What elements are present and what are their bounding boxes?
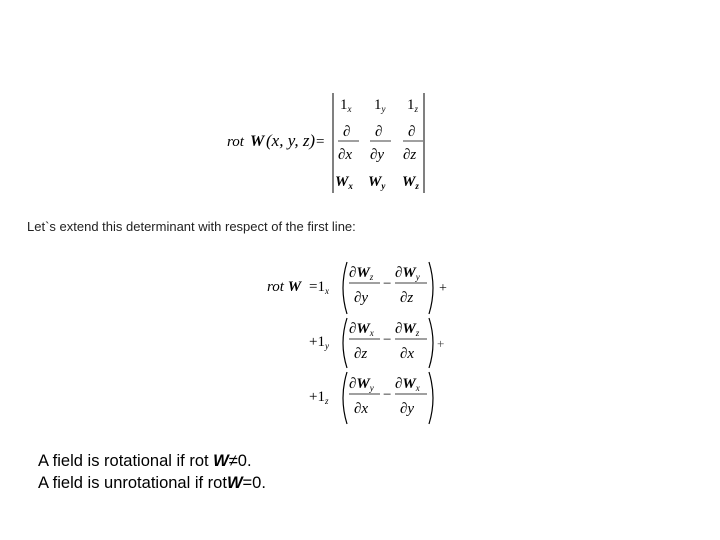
term1-left-paren [343,262,347,314]
term3-right-paren [429,372,433,424]
term3-num1: $\partial W_y$ [349,376,374,393]
det-partial-y-den: ∂y [370,147,385,163]
term3-den1: ∂x [354,401,369,417]
term1-num2: $\partial W_y$ [395,265,420,282]
conclusion-line2-prefix: A field is unrotational if rot [38,474,227,492]
conclusion-line1-suffix: ≠0. [228,452,252,470]
term2-num1: $\partial W_x$ [349,321,374,338]
term2-tail: + [437,336,445,351]
term1-den1: ∂y [354,290,369,306]
det-partial-x-den: ∂x [338,147,353,163]
conclusion-line2-suffix: =0. [242,474,266,492]
conclusion-text [38,450,266,494]
term3-minus: − [383,387,392,403]
term3-left-paren [343,372,347,424]
det-Wx: $W_x$ [335,174,353,191]
term2-den1: ∂z [354,346,368,362]
conclusion-line1-var: W [213,452,229,470]
term2-coef: $+1_y$ [309,334,329,351]
lhs-W: W [250,133,265,150]
det-Wz: $W_z$ [402,174,419,191]
term3-num2: $\partial W_x$ [395,376,420,393]
term2-den2: ∂x [400,346,415,362]
term2-right-paren [429,318,433,368]
curl-expansion-formula [265,258,465,426]
term2-minus: − [383,332,392,348]
conclusion-line2-var: W [226,474,243,492]
det-Wy: $W_y$ [368,174,386,191]
curl-determinant-svg [225,90,435,196]
det-partial-x-num: ∂ [343,124,351,140]
conclusion-line-rotational [38,450,266,472]
curl-determinant-formula [225,90,435,196]
term2-num2: $\partial W_z$ [395,321,420,338]
det-1y: $1_y$ [374,97,386,114]
term3-coef: $+1_z$ [309,389,329,406]
term1-right-paren [429,262,433,314]
term1-coef: $=1_x$ [309,279,329,296]
det-partial-z-den: ∂z [403,147,417,163]
lhs-equals: = [316,134,325,150]
expansion-lhs: rot W [267,279,302,295]
det-1z: $1_z$ [407,97,419,114]
lhs-rot: rot [227,134,244,150]
det-partial-z-num: ∂ [408,124,416,140]
term2-left-paren [343,318,347,368]
det-1x: $1_x$ [340,97,352,114]
conclusion-line1-prefix: A field is rotational if rot [38,452,214,470]
term1-tail: + [439,281,447,296]
conclusion-line-unrotational [38,472,266,494]
expansion-caption: Let`s extend this determinant with respect of the first line: [27,219,356,234]
lhs-args: (x, y, z) [266,131,316,150]
term1-num1: $\partial W_z$ [349,265,374,282]
curl-expansion-svg [265,258,465,426]
det-partial-y-num: ∂ [375,124,383,140]
term3-den2: ∂y [400,401,415,417]
term1-den2: ∂z [400,290,414,306]
term1-minus: − [383,276,392,292]
